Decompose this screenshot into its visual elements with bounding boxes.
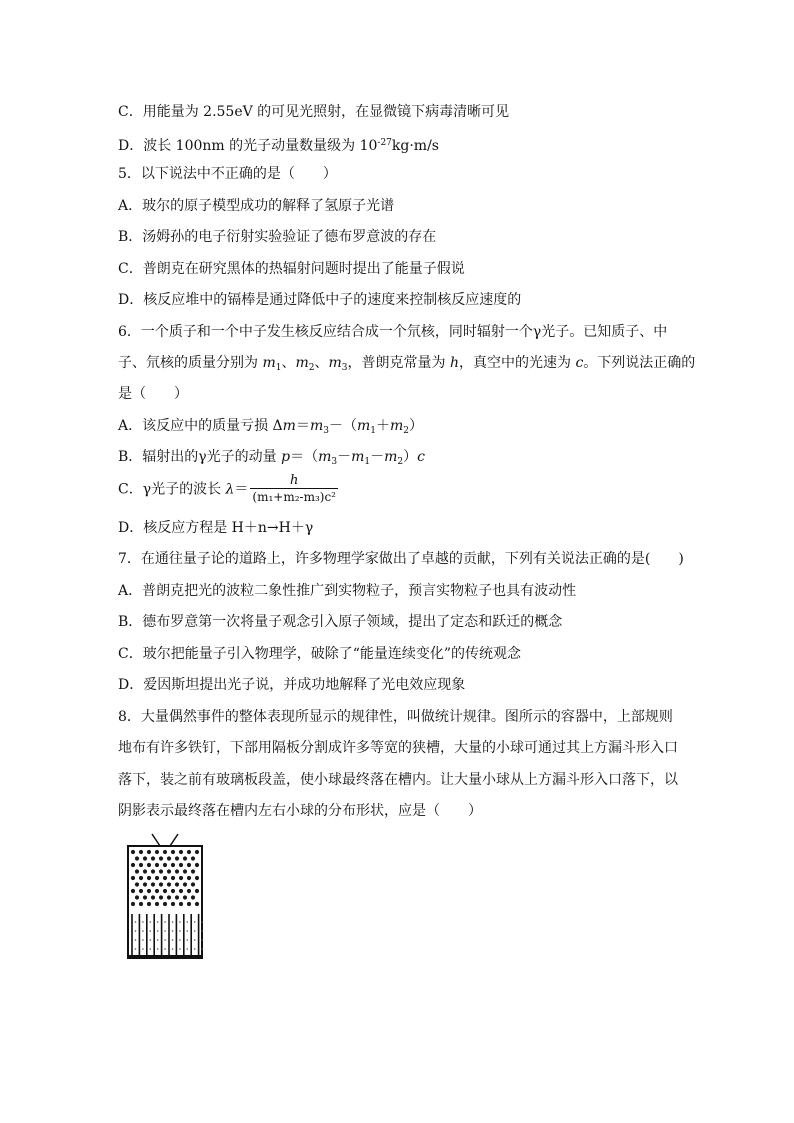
ball-speck [157, 939, 159, 941]
question-7: 7．在通往量子论的道路上，许多物理学家做出了卓越的贡献，下列有关说法正确的是( ) [118, 551, 684, 567]
q7-option-b: B．德布罗意第一次将量子观念引入原子领域，提出了定态和跃迁的概念 [118, 614, 563, 630]
q7-option-c: C．玻尔把能量子引入物理学，破除了“能量连续变化”的传统观念 [118, 646, 522, 662]
ball-speck [157, 921, 159, 923]
nail [135, 882, 139, 886]
nail [167, 856, 171, 860]
ball-speck [179, 939, 181, 941]
nail [131, 876, 135, 880]
nail [155, 902, 159, 906]
var-m: m [282, 418, 296, 434]
nail [131, 902, 135, 906]
q6-option-d: D．核反应方程是 H＋n→H＋γ [118, 520, 314, 536]
ball-speck [179, 930, 181, 932]
ball-speck [150, 948, 152, 950]
nail [167, 869, 171, 873]
q7-option-a: A．普朗克把光的波粒二象性推广到实物粒子，预言实物粒子也具有波动性 [118, 583, 577, 599]
ball-speck [187, 939, 189, 941]
nail [147, 850, 151, 854]
ball-speck [142, 921, 144, 923]
var-lambda: λ [225, 481, 235, 498]
nail [183, 869, 187, 873]
ball-speck [187, 930, 189, 932]
nail [159, 895, 163, 899]
nail [131, 863, 135, 867]
ball-speck [142, 939, 144, 941]
ball-speck [135, 948, 137, 950]
nail-array [131, 850, 199, 906]
nail [179, 863, 183, 867]
nail [195, 876, 199, 880]
ball-speck [194, 930, 196, 932]
slot-partitions [132, 914, 203, 956]
nail [155, 863, 159, 867]
nail [171, 863, 175, 867]
nail [175, 869, 179, 873]
ball-speck [172, 948, 174, 950]
q6-option-b [118, 447, 425, 472]
nail [147, 876, 151, 880]
nail [151, 856, 155, 860]
text: ＝ [234, 481, 249, 498]
nail [175, 895, 179, 899]
nail [163, 876, 167, 880]
var-h: h [449, 355, 459, 371]
ball-speck [157, 948, 159, 950]
var-c: c [575, 355, 584, 371]
nail [163, 863, 167, 867]
sub: 1 [370, 426, 376, 436]
q7-option-d: D．爱因斯坦提出光子说，并成功地解释了光电效应现象 [118, 677, 466, 693]
nail [143, 869, 147, 873]
text: 子、氘核的质量分别为 [118, 355, 263, 371]
ball-speck [187, 948, 189, 950]
text: ＝（ [290, 449, 319, 465]
ball-speck [194, 921, 196, 923]
text: － [337, 449, 352, 465]
text: C．γ光子的波长 [118, 481, 226, 498]
text: ＋ [375, 418, 390, 434]
question-6-line-2 [118, 353, 695, 378]
ball-speck [150, 939, 152, 941]
nail [191, 869, 195, 873]
ball-speck [172, 921, 174, 923]
ball-speck [164, 930, 166, 932]
nail [143, 882, 147, 886]
ball-speck [142, 948, 144, 950]
text: ，真空中的光速为 [458, 355, 576, 371]
ball-speck [194, 939, 196, 941]
nail [163, 850, 167, 854]
ball-speck [150, 921, 152, 923]
var-m: m [384, 449, 398, 465]
ball-speck [157, 930, 159, 932]
var-m: m [389, 418, 404, 434]
ball-speck [201, 921, 203, 923]
funnel-inlet [152, 834, 178, 846]
var-m: m [318, 449, 332, 465]
sub: 3 [341, 363, 348, 373]
nail [179, 902, 183, 906]
sub: 2 [308, 363, 315, 373]
nail [179, 889, 183, 893]
text: ，普朗克常量为 [347, 355, 450, 371]
sub: 1 [275, 363, 282, 373]
question-8-line-4: 阴影表示最终落在槽内左右小球的分布形状，应是（ ） [118, 803, 482, 819]
nail [175, 882, 179, 886]
nail [187, 876, 191, 880]
nail [171, 902, 175, 906]
ball-speck [201, 939, 203, 941]
nail [183, 856, 187, 860]
ball-speck [142, 930, 144, 932]
text: － [370, 449, 385, 465]
nail [191, 882, 195, 886]
ball-speck [135, 921, 137, 923]
nail [139, 889, 143, 893]
var-m: m [295, 355, 309, 371]
ball-speck [172, 930, 174, 932]
nail [187, 889, 191, 893]
question-8-line-2: 地布有许多铁钉，下部用隔板分割成许多等宽的狭槽，大量的小球可通过其上方漏斗形入口 [118, 740, 678, 756]
text: －（ [328, 418, 357, 434]
q5-option-d: D．核反应堆中的镉棒是通过降低中子的速度来控制核反应速度的 [118, 292, 522, 308]
nail [151, 895, 155, 899]
nail [187, 850, 191, 854]
var-p: p [281, 449, 291, 465]
nail [159, 882, 163, 886]
galton-board-figure [122, 832, 208, 960]
text: kg·m/s [391, 138, 439, 154]
nail [171, 889, 175, 893]
nail [135, 895, 139, 899]
sub: 2 [397, 457, 404, 467]
sub: 3 [323, 426, 329, 436]
var-c: c [417, 449, 425, 465]
nail [191, 895, 195, 899]
nail [163, 902, 167, 906]
ball-speck [164, 921, 166, 923]
nail [179, 876, 183, 880]
nail [187, 863, 191, 867]
sub: 2 [403, 426, 409, 436]
nail [143, 895, 147, 899]
var-m: m [309, 418, 324, 434]
nail [155, 889, 159, 893]
nail [183, 895, 187, 899]
nail [167, 895, 171, 899]
nail [183, 882, 187, 886]
nail [187, 902, 191, 906]
nail [139, 902, 143, 906]
nail [195, 850, 199, 854]
ball-speck [187, 921, 189, 923]
question-6-line-3: 是（ ） [118, 386, 188, 402]
nail [191, 856, 195, 860]
nail [151, 882, 155, 886]
nail [147, 889, 151, 893]
ball-speck [179, 921, 181, 923]
nail [175, 856, 179, 860]
ball-speck [172, 939, 174, 941]
question-8-line-3: 落下，装之前有玻璃板段盖，使小球最终落在槽内。让大量小球从上方漏斗形入口落下，以 [118, 772, 678, 788]
text: 、 [314, 355, 329, 371]
ball-speck [201, 930, 203, 932]
nail [139, 863, 143, 867]
var-m: m [328, 355, 342, 371]
nail [143, 856, 147, 860]
wavelength-fraction [250, 474, 338, 505]
text: A．该反应中的质量亏损 Δ [118, 418, 283, 434]
ball-speck [150, 930, 152, 932]
var-m: m [262, 355, 276, 371]
fraction-denominator: (m₁+m₂-m₃)c² [252, 490, 336, 504]
nail [195, 902, 199, 906]
nail [155, 850, 159, 854]
sub: 3 [331, 457, 338, 467]
nail [147, 863, 151, 867]
q6-option-a [118, 416, 423, 441]
text: 。下列说法正确的 [583, 355, 696, 371]
ball-speck [179, 948, 181, 950]
var-m: m [356, 418, 371, 434]
nail [139, 876, 143, 880]
nail [179, 850, 183, 854]
text: B．辐射出的γ光子的动量 [118, 449, 282, 465]
nail [139, 850, 143, 854]
nail [159, 869, 163, 873]
text: 、 [281, 355, 296, 371]
text: ） [409, 418, 423, 434]
q6-option-c [118, 474, 340, 505]
fraction-numerator: h [290, 473, 299, 488]
q4-option-d [118, 133, 439, 156]
nail [151, 869, 155, 873]
text: ＝ [295, 418, 310, 434]
question-6-line-1: 6．一个质子和一个中子发生核反应结合成一个氘核，同时辐射一个γ光子。已知质子、中 [118, 324, 668, 340]
q5-option-c: C．普朗克在研究黑体的热辐射问题时提出了能量子假说 [118, 261, 465, 277]
nail [171, 876, 175, 880]
ball-speck [194, 948, 196, 950]
q4-option-c: C．用能量为 2.55eV 的可见光照射，在显微镜下病毒清晰可见 [118, 104, 510, 120]
question-8-line-1: 8．大量偶然事件的整体表现所显示的规律性，叫做统计规律。图所示的容器中，上部规则 [118, 709, 673, 725]
nail [131, 850, 135, 854]
var-m: m [351, 449, 365, 465]
text: D．波长 100nm 的光子动量数量级为 10 [118, 138, 378, 154]
nail [135, 869, 139, 873]
text: ） [403, 449, 418, 465]
nail [135, 856, 139, 860]
question-5: 5．以下说法中不正确的是（ ） [118, 166, 337, 182]
nail [155, 876, 159, 880]
q5-option-b: B．汤姆孙的电子衍射实验验证了德布罗意波的存在 [118, 229, 437, 245]
ball-speck [164, 948, 166, 950]
q5-option-a: A．玻尔的原子模型成功的解释了氢原子光谱 [118, 198, 395, 214]
nail [195, 863, 199, 867]
nail [195, 889, 199, 893]
nail [131, 889, 135, 893]
ball-speck [135, 930, 137, 932]
exponent: -27 [377, 138, 392, 148]
ball-speck [201, 948, 203, 950]
nail [171, 850, 175, 854]
nail [159, 856, 163, 860]
ball-speck [164, 939, 166, 941]
ball-speck [135, 939, 137, 941]
nail [163, 889, 167, 893]
nail [147, 902, 151, 906]
nail [167, 882, 171, 886]
sub: 1 [364, 457, 371, 467]
